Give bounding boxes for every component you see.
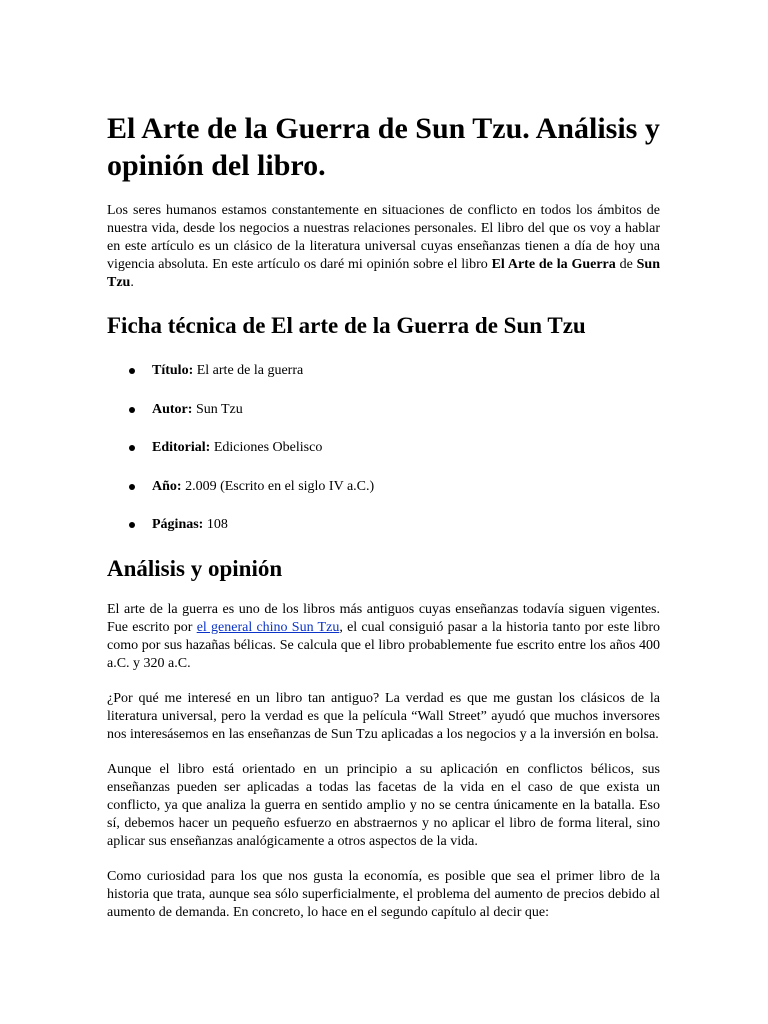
sun-tzu-link[interactable]: el general chino Sun Tzu bbox=[196, 619, 340, 635]
ficha-item-anio bbox=[107, 478, 660, 496]
analisis-paragraph-1 bbox=[107, 601, 660, 673]
ficha-label: Título: bbox=[152, 363, 194, 378]
intro-paragraph bbox=[107, 202, 660, 292]
ficha-label: Año: bbox=[152, 478, 182, 494]
ficha-label: Autor: bbox=[152, 401, 193, 417]
ficha-item-titulo bbox=[107, 362, 660, 380]
intro-author: Sun Tzu bbox=[107, 257, 660, 290]
intro-period: . bbox=[130, 275, 134, 290]
ficha-value: El arte de la guerra bbox=[193, 363, 304, 378]
analisis-paragraph-3: Aunque el libro está orientado en un principio a su aplicación en conflictos bélicos, sus enseñanzas pueden ser aplicadas a todas las facetas de la vida en el caso de que exista un conflicto, ya que analiza la guerra en sentido amplio y no se centra únicamente en la batalla. Eso sí, debemos hacer un pequeño esfuerzo en abstraernos y no aplicar el libro de forma literal, sino aplicar sus enseñanzas analógicamente a otros aspectos de la vida. bbox=[107, 761, 660, 849]
paragraph-text: El arte de la guerra es uno de los libros más antiguos cuyas enseñanzas todavía siguen vigentes. Fue escrito por bbox=[107, 601, 660, 635]
ficha-heading: Ficha técnica de El arte de la Guerra de Sun Tzu bbox=[107, 313, 586, 338]
intro-text: Los seres humanos estamos constantemente en situaciones de conflicto en todos los ámbitos de nuestra vida, desde los negocios a nuestras relaciones personales. El libro del que os voy a hablar en este artículo es un clásico de la literatura universal cuyas enseñanzas tienen a día de hoy una vigencia absoluta. En este artículo os daré mi opinión sobre el libro bbox=[107, 203, 660, 272]
article-title: El Arte de la Guerra de Sun Tzu. Análisis y opinión del libro. bbox=[107, 112, 660, 182]
ficha-item-paginas bbox=[107, 516, 660, 534]
ficha-label: Editorial: bbox=[152, 440, 211, 455]
ficha-item-autor bbox=[107, 401, 660, 419]
ficha-item-editorial bbox=[107, 439, 660, 457]
analisis-paragraph-4: Como curiosidad para los que nos gusta la economía, es posible que sea el primer libro de la historia que trata, aunque sea sólo superficialmente, el problema del aumento de precios debido al aumento de demanda. En concreto, lo hace en el segundo capítulo al decir que: bbox=[107, 868, 660, 920]
intro-connector: de bbox=[615, 257, 637, 272]
ficha-label: Páginas: bbox=[152, 517, 204, 532]
analisis-paragraph-2: ¿Por qué me interesé en un libro tan antiguo? La verdad es que me gustan los clásicos de la literatura universal, pero la verdad es que la película “Wall Street” ayudó que muchos inversores nos interesásemos en las enseñanzas de Sun Tzu aplicadas a los negocios y a la inversión en bolsa. bbox=[107, 690, 660, 742]
paragraph-text: , el cual consiguió pasar a la historia tanto por este libro como por sus hazañas bélicas. Se calcula que el libro probablemente fue escrito entre los años 400 a.C. y 320 a.C. bbox=[107, 619, 660, 671]
ficha-value: Ediciones Obelisco bbox=[210, 440, 323, 455]
ficha-value: 2.009 (Escrito en el siglo IV a.C.) bbox=[181, 478, 375, 494]
ficha-list bbox=[107, 362, 660, 534]
ficha-value: Sun Tzu bbox=[192, 401, 243, 417]
article bbox=[107, 110, 660, 939]
intro-book-title: El Arte de la Guerra bbox=[491, 257, 616, 272]
analisis-heading: Análisis y opinión bbox=[107, 555, 283, 581]
ficha-value: 108 bbox=[203, 517, 228, 532]
